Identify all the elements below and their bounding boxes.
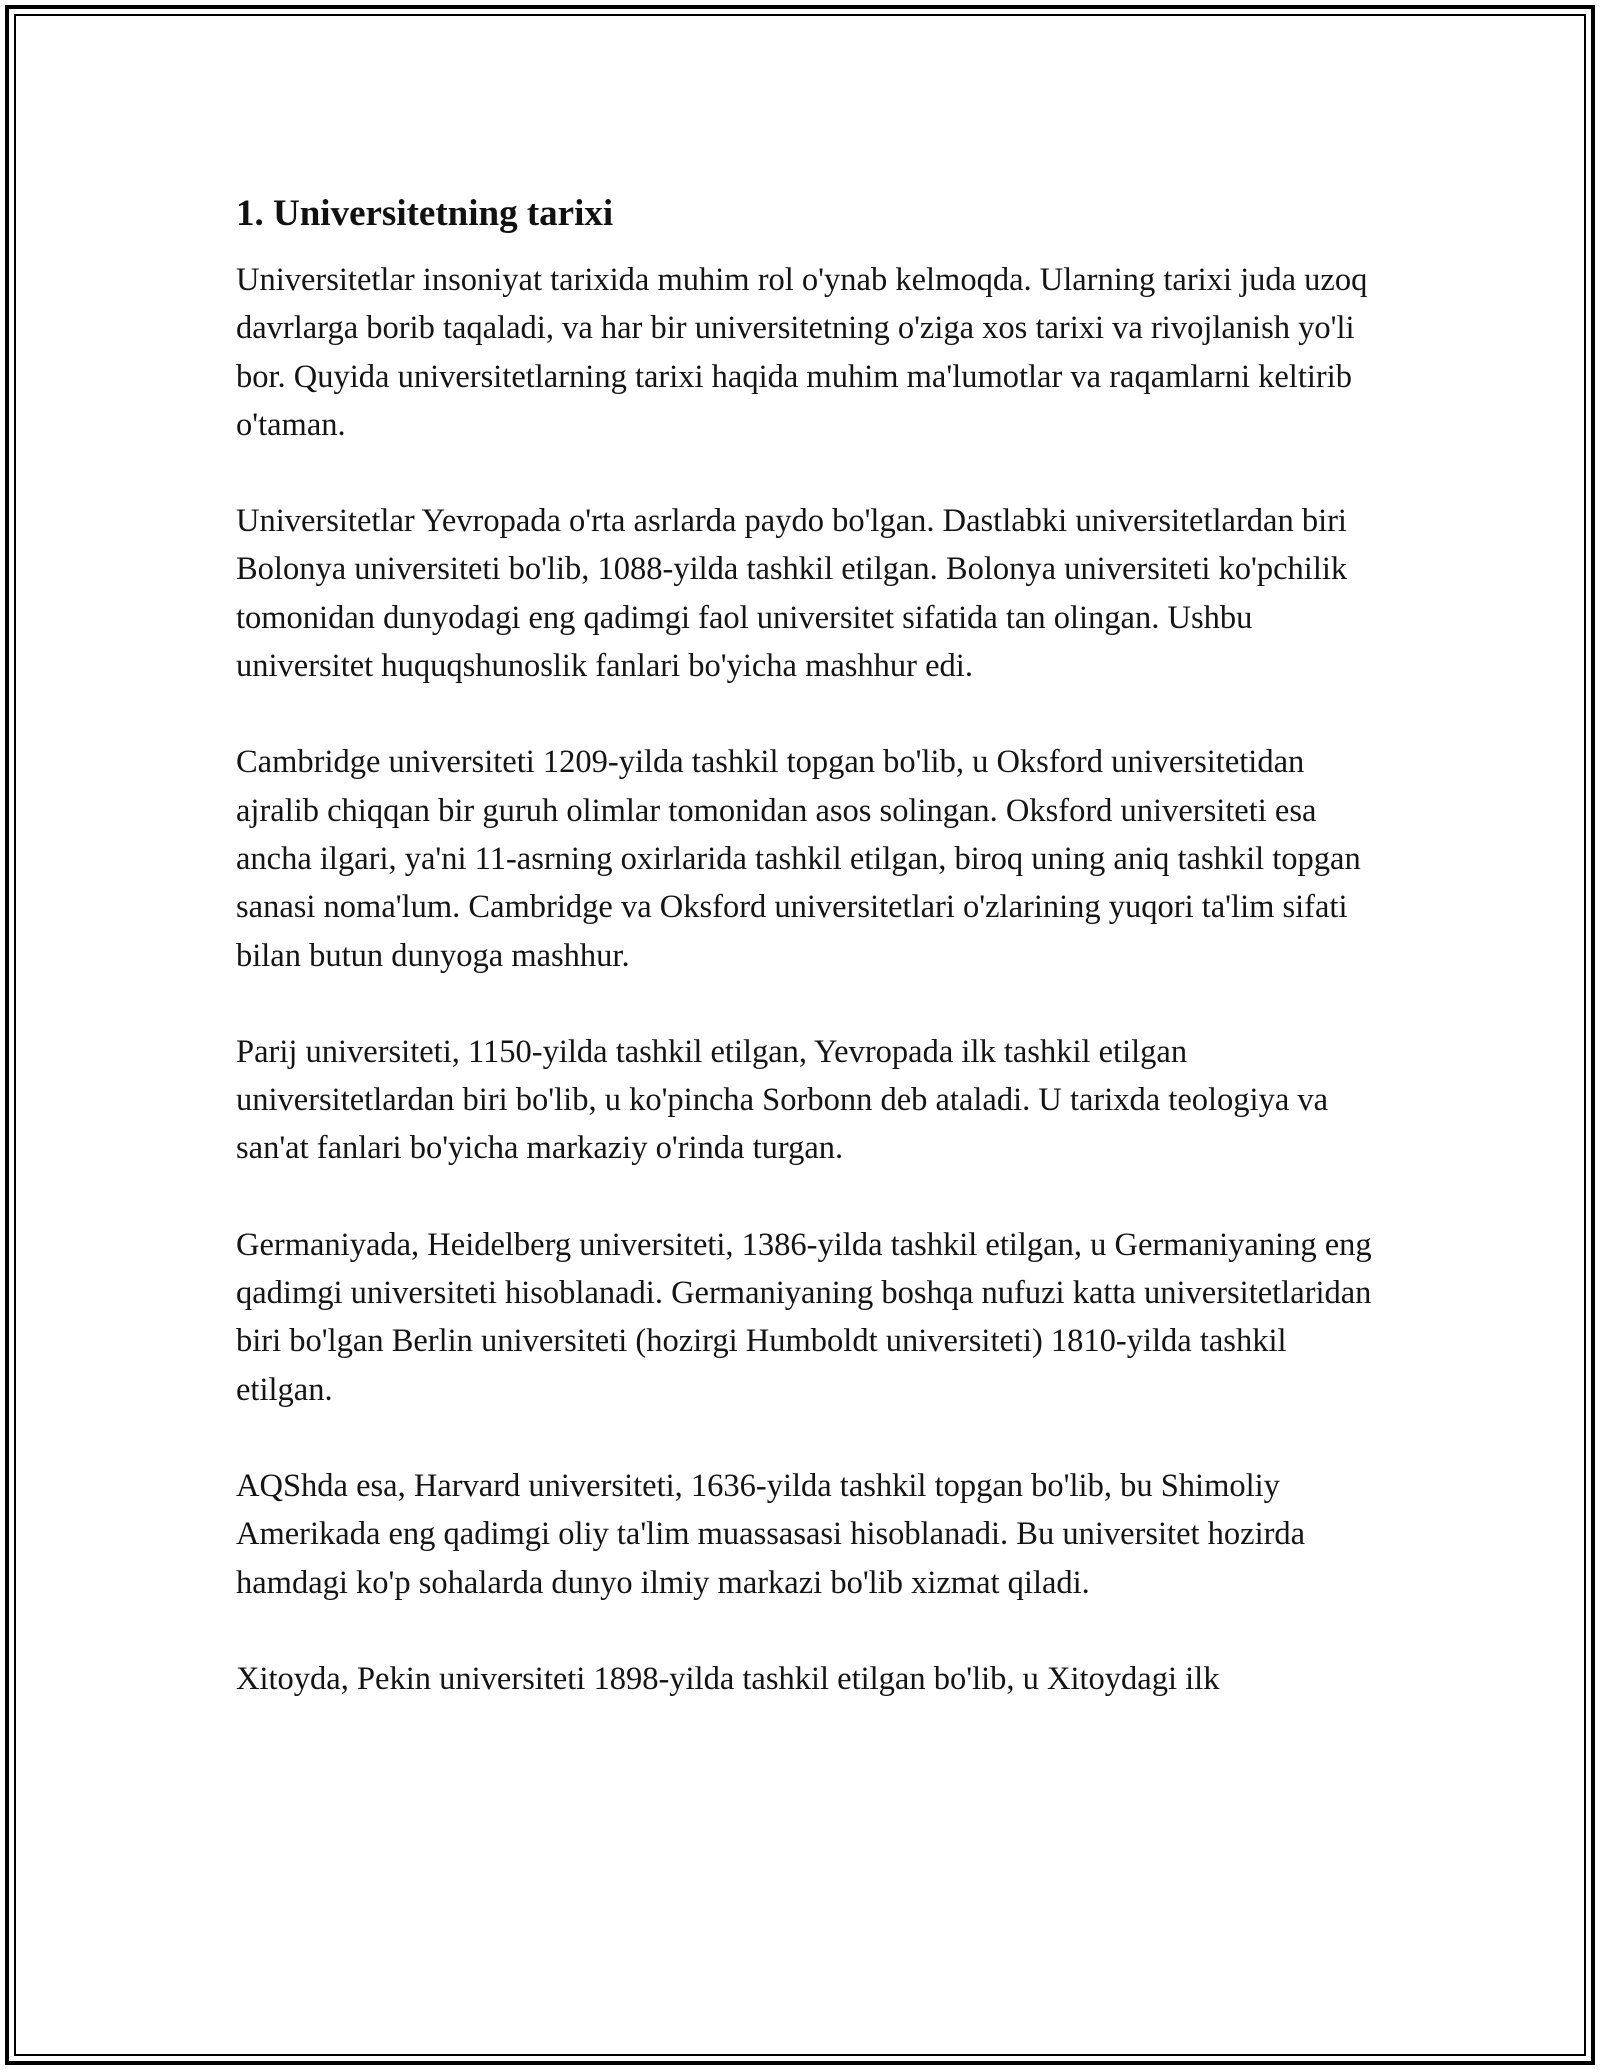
document-body [236, 188, 1376, 1751]
paragraph-cambridge-oxford: Cambridge universiteti 1209-yilda tashkil topgan bo'lib, u Oksford universitetidan ajralib chiqqan bir guruh olimlar tomonidan asos solingan. Oksford universiteti esa ancha ilgari, ya'ni 11-asrning oxirlarida tashkil etilgan, biroq uning aniq tashkil topgan sanasi noma'lum. Cambridge va Oksford universitetlari o'zlarining yuqori ta'lim sifati bilan butun dunyoga mashhur. [236, 744, 1361, 974]
section-heading: 1. Universitetning tarixi [236, 193, 614, 234]
paragraph-bologna: Universitetlar Yevropada o'rta asrlarda paydo bo'lgan. Dastlabki universitetlardan biri Bolonya universiteti bo'lib, 1088-yilda tashkil etilgan. Bolonya universiteti ko'pchilik tomonidan dunyodagi eng qadimgi faol universitet sifatida tan olingan. Ushbu universitet huquqshunoslik fanlari bo'yicha mashhur edi. [236, 503, 1348, 685]
paragraph-harvard: AQShda esa, Harvard universiteti, 1636-yilda tashkil topgan bo'lib, bu Shimoliy Amerikada eng qadimgi oliy ta'lim muassasasi hisoblanadi. Bu universitet hozirda hamdagi ko'p sohalarda dunyo ilmiy markazi bo'lib xizmat qiladi. [236, 1467, 1306, 1601]
paragraph-paris: Parij universiteti, 1150-yilda tashkil etilgan, Yevropada ilk tashkil etilgan universitetlardan biri bo'lib, u ko'pincha Sorbonn deb ataladi. U tarixda teologiya va san'at fanlari bo'yicha markaziy o'rinda turgan. [236, 1033, 1329, 1167]
paragraph-china: Xitoyda, Pekin universiteti 1898-yilda tashkil etilgan bo'lib, u Xitoydagi ilk [236, 1660, 1220, 1697]
paragraph-intro: Universitetlar insoniyat tarixida muhim rol o'ynab kelmoqda. Ularning tarixi juda uzoq davrlarga borib taqaladi, va har bir universitetning o'ziga xos tarixi va rivojlanish yo'li bor. Quyida universitetlarning tarixi haqida muhim ma'lumotlar va raqamlarni keltirib o'taman. [236, 262, 1368, 443]
paragraph-germany: Germaniyada, Heidelberg universiteti, 1386-yilda tashkil etilgan, u Germaniyaning eng qadimgi universiteti hisoblanadi. Germaniyaning boshqa nufuzi katta universitetlaridan biri bo'lgan Berlin universiteti (hozirgi Humboldt universiteti) 1810-yilda tashkil etilgan. [236, 1226, 1372, 1408]
